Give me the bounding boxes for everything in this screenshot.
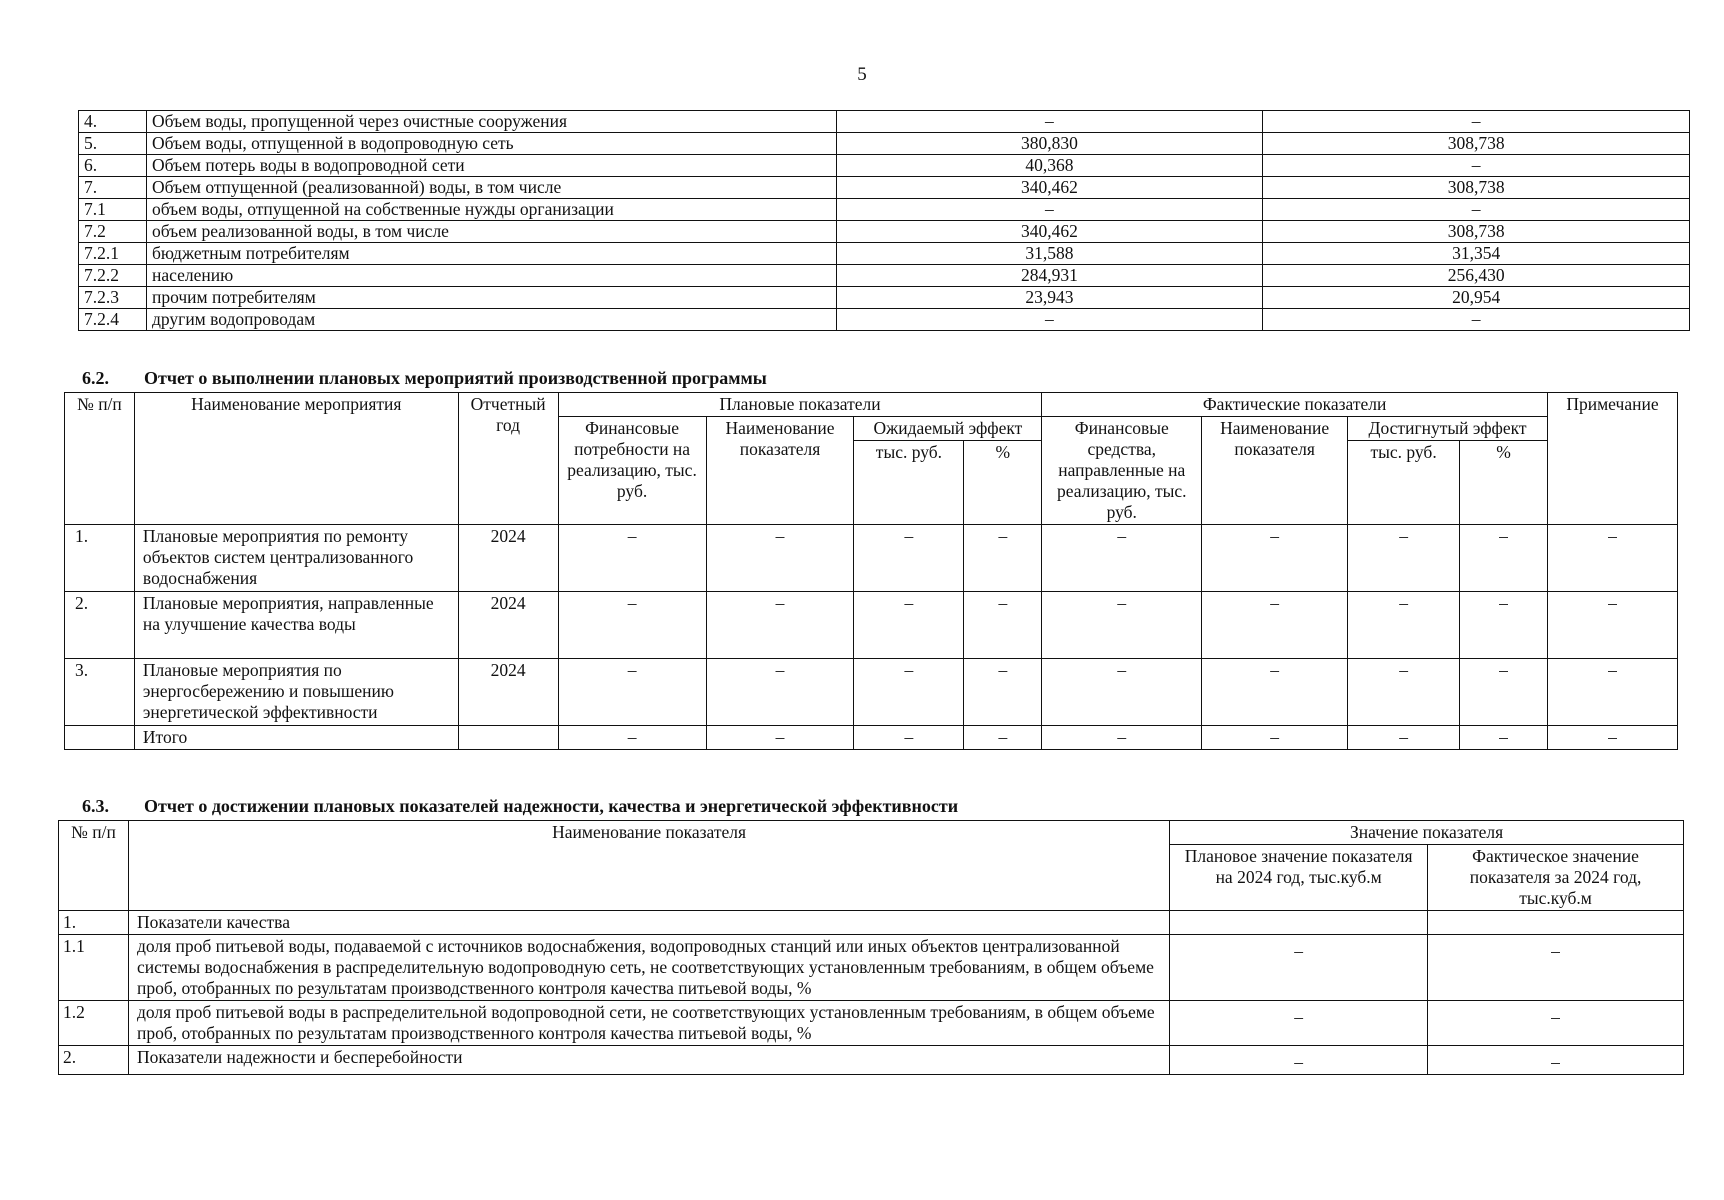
plan-value: 340,462 xyxy=(836,221,1263,243)
table-row xyxy=(65,659,1678,726)
value-cell: – xyxy=(1042,726,1202,750)
row-number: 7.2.1 xyxy=(79,243,147,265)
header-fact-finance: Финансовые средства, направленные на реализацию, тыс. руб. xyxy=(1042,417,1202,525)
value-cell: – xyxy=(1348,592,1460,659)
value-cell: – xyxy=(1547,592,1677,659)
value-cell: – xyxy=(1547,726,1677,750)
header-plan-finance: Финансовые потребности на реализацию, тыс. руб. xyxy=(558,417,706,525)
page-number: 5 xyxy=(857,64,867,85)
fact-value: 31,354 xyxy=(1263,243,1690,265)
value-cell: – xyxy=(1460,525,1548,592)
table-row xyxy=(79,133,1690,155)
total-row xyxy=(65,726,1678,750)
header-fact-effect: Достигнутый эффект xyxy=(1348,417,1548,441)
total-label: Итого xyxy=(134,726,458,750)
header-plan-group: Плановые показатели xyxy=(558,393,1042,417)
value-cell: – xyxy=(1348,659,1460,726)
table-row xyxy=(79,221,1690,243)
value-cell: – xyxy=(706,726,854,750)
value-cell: – xyxy=(558,659,706,726)
value-cell: – xyxy=(854,525,964,592)
plan-value: 340,462 xyxy=(836,177,1263,199)
value-cell: – xyxy=(854,592,964,659)
value-cell: – xyxy=(964,592,1042,659)
value-cell: – xyxy=(964,726,1042,750)
value-cell: – xyxy=(1460,659,1548,726)
header-indicator-name: Наименование показателя xyxy=(128,821,1169,911)
value-cell: – xyxy=(1202,726,1348,750)
row-number: 7.2.4 xyxy=(79,309,147,331)
indicator-name: Показатели качества xyxy=(128,911,1169,935)
value-cell: – xyxy=(706,592,854,659)
section-number: 6.2. xyxy=(82,368,109,388)
fact-value: 256,430 xyxy=(1263,265,1690,287)
fact-value: 20,954 xyxy=(1263,287,1690,309)
value-cell: – xyxy=(964,525,1042,592)
table-row xyxy=(79,177,1690,199)
fact-value: – xyxy=(1263,155,1690,177)
table-row xyxy=(79,265,1690,287)
value-cell: – xyxy=(854,659,964,726)
fact-value: – xyxy=(1428,1046,1684,1075)
plan-value: – xyxy=(1170,1046,1428,1075)
indicators-table xyxy=(58,820,1684,1075)
table-row xyxy=(79,111,1690,133)
plan-value: 31,588 xyxy=(836,243,1263,265)
table-row xyxy=(79,243,1690,265)
fact-value: – xyxy=(1263,199,1690,221)
indicator-name: Показатели надежности и бесперебойности xyxy=(128,1046,1169,1075)
table-row xyxy=(59,1001,1684,1046)
fact-value: 308,738 xyxy=(1263,133,1690,155)
row-number: 7.2.3 xyxy=(79,287,147,309)
table-row xyxy=(59,935,1684,1001)
row-name: бюджетным потребителям xyxy=(146,243,836,265)
value-cell: – xyxy=(706,659,854,726)
fact-value: – xyxy=(1428,1001,1684,1046)
fact-value: 308,738 xyxy=(1263,177,1690,199)
table-row xyxy=(59,1046,1684,1075)
activity-name: Плановые мероприятия по энергосбережению и повышению энергетической эффективности xyxy=(134,659,458,726)
row-name: другим водопроводам xyxy=(146,309,836,331)
plan-value: 380,830 xyxy=(836,133,1263,155)
header-num: № п/п xyxy=(65,393,135,525)
fact-value: 308,738 xyxy=(1263,221,1690,243)
value-cell: – xyxy=(1202,659,1348,726)
row-number: 3. xyxy=(65,659,135,726)
plan-value: – xyxy=(836,309,1263,331)
table-row xyxy=(79,287,1690,309)
row-number: 7. xyxy=(79,177,147,199)
header-fact-group: Фактические показатели xyxy=(1042,393,1548,417)
value-cell: – xyxy=(558,592,706,659)
plan-value: – xyxy=(1170,935,1428,1001)
value-cell: – xyxy=(558,525,706,592)
row-name: Объем отпущенной (реализованной) воды, в том числе xyxy=(146,177,836,199)
row-name: объем реализованной воды, в том числе xyxy=(146,221,836,243)
report-year xyxy=(458,726,558,750)
section-6-3-heading xyxy=(82,796,958,818)
water-volume-table xyxy=(78,110,1690,331)
report-year: 2024 xyxy=(458,525,558,592)
header-fact-value: Фактическое значение показателя за 2024 год, тыс.куб.м xyxy=(1428,845,1684,911)
row-name: прочим потребителям xyxy=(146,287,836,309)
header-plan-pct: % xyxy=(964,441,1042,525)
row-number: 1. xyxy=(59,911,129,935)
row-number: 2. xyxy=(59,1046,129,1075)
report-year: 2024 xyxy=(458,659,558,726)
row-number: 6. xyxy=(79,155,147,177)
table-row xyxy=(79,155,1690,177)
row-name: объем воды, отпущенной на собственные нужды организации xyxy=(146,199,836,221)
indicator-name: доля проб питьевой воды, подаваемой с источников водоснабжения, водопроводных станций или иных объектов централизованной системы водоснабжения в распределительную водопроводную сеть, не соответствующих установленным требованиям, в общем объеме проб, отобранных по результатам производственного контроля качества питьевой воды, % xyxy=(128,935,1169,1001)
row-number: 4. xyxy=(79,111,147,133)
plan-value: – xyxy=(836,199,1263,221)
value-cell: – xyxy=(1547,659,1677,726)
value-cell: – xyxy=(706,525,854,592)
fact-value: – xyxy=(1263,309,1690,331)
header-plan-value: Плановое значение показателя на 2024 год, тыс.куб.м xyxy=(1170,845,1428,911)
row-number: 7.2 xyxy=(79,221,147,243)
header-year: Отчетный год xyxy=(458,393,558,525)
fact-value xyxy=(1428,911,1684,935)
row-number: 7.1 xyxy=(79,199,147,221)
header-plan-effect: Ожидаемый эффект xyxy=(854,417,1042,441)
section-title: Отчет о достижении плановых показателей надежности, качества и энергетической эффективности xyxy=(144,796,959,816)
value-cell: – xyxy=(964,659,1042,726)
row-name: Объем потерь воды в водопроводной сети xyxy=(146,155,836,177)
value-cell: – xyxy=(558,726,706,750)
row-number: 2. xyxy=(65,592,135,659)
value-cell: – xyxy=(1460,592,1548,659)
activity-name: Плановые мероприятия по ремонту объектов систем централизованного водоснабжения xyxy=(134,525,458,592)
indicator-name: доля проб питьевой воды в распределительной водопроводной сети, не соответствующих установленным требованиям, в общем объеме проб, отобранных по результатам производственного контроля качества питьевой воды, % xyxy=(128,1001,1169,1046)
table-row xyxy=(65,592,1678,659)
section-title: Отчет о выполнении плановых мероприятий производственной программы xyxy=(144,368,767,388)
value-cell: – xyxy=(1042,659,1202,726)
value-cell: – xyxy=(854,726,964,750)
row-name: Объем воды, отпущенной в водопроводную сеть xyxy=(146,133,836,155)
header-fact-pct: % xyxy=(1460,441,1548,525)
header-value-group: Значение показателя xyxy=(1170,821,1684,845)
value-cell: – xyxy=(1547,525,1677,592)
header-num: № п/п xyxy=(59,821,129,911)
fact-value: – xyxy=(1263,111,1690,133)
value-cell: – xyxy=(1042,592,1202,659)
table-row xyxy=(79,309,1690,331)
row-number xyxy=(65,726,135,750)
plan-value: – xyxy=(1170,1001,1428,1046)
row-number: 5. xyxy=(79,133,147,155)
header-activity-name: Наименование мероприятия xyxy=(134,393,458,525)
header-plan-rub: тыс. руб. xyxy=(854,441,964,525)
header-fact-rub: тыс. руб. xyxy=(1348,441,1460,525)
value-cell: – xyxy=(1202,525,1348,592)
header-note: Примечание xyxy=(1547,393,1677,525)
value-cell: – xyxy=(1348,525,1460,592)
plan-value: – xyxy=(836,111,1263,133)
plan-value: 40,368 xyxy=(836,155,1263,177)
value-cell: – xyxy=(1348,726,1460,750)
table-row xyxy=(59,911,1684,935)
table-row xyxy=(79,199,1690,221)
fact-value: – xyxy=(1428,935,1684,1001)
section-number: 6.3. xyxy=(82,796,109,816)
value-cell: – xyxy=(1042,525,1202,592)
section-6-2-heading xyxy=(82,368,767,390)
value-cell: – xyxy=(1460,726,1548,750)
row-name: Объем воды, пропущенной через очистные сооружения xyxy=(146,111,836,133)
row-number: 1.1 xyxy=(59,935,129,1001)
plan-value: 284,931 xyxy=(836,265,1263,287)
plan-value: 23,943 xyxy=(836,287,1263,309)
value-cell: – xyxy=(1202,592,1348,659)
activity-name: Плановые мероприятия, направленные на улучшение качества воды xyxy=(134,592,458,659)
row-number: 1. xyxy=(65,525,135,592)
plan-value xyxy=(1170,911,1428,935)
report-year: 2024 xyxy=(458,592,558,659)
header-plan-indicator: Наименование показателя xyxy=(706,417,854,525)
row-number: 7.2.2 xyxy=(79,265,147,287)
row-name: населению xyxy=(146,265,836,287)
header-fact-indicator: Наименование показателя xyxy=(1202,417,1348,525)
planned-activities-table xyxy=(64,392,1678,750)
table-row xyxy=(65,525,1678,592)
row-number: 1.2 xyxy=(59,1001,129,1046)
